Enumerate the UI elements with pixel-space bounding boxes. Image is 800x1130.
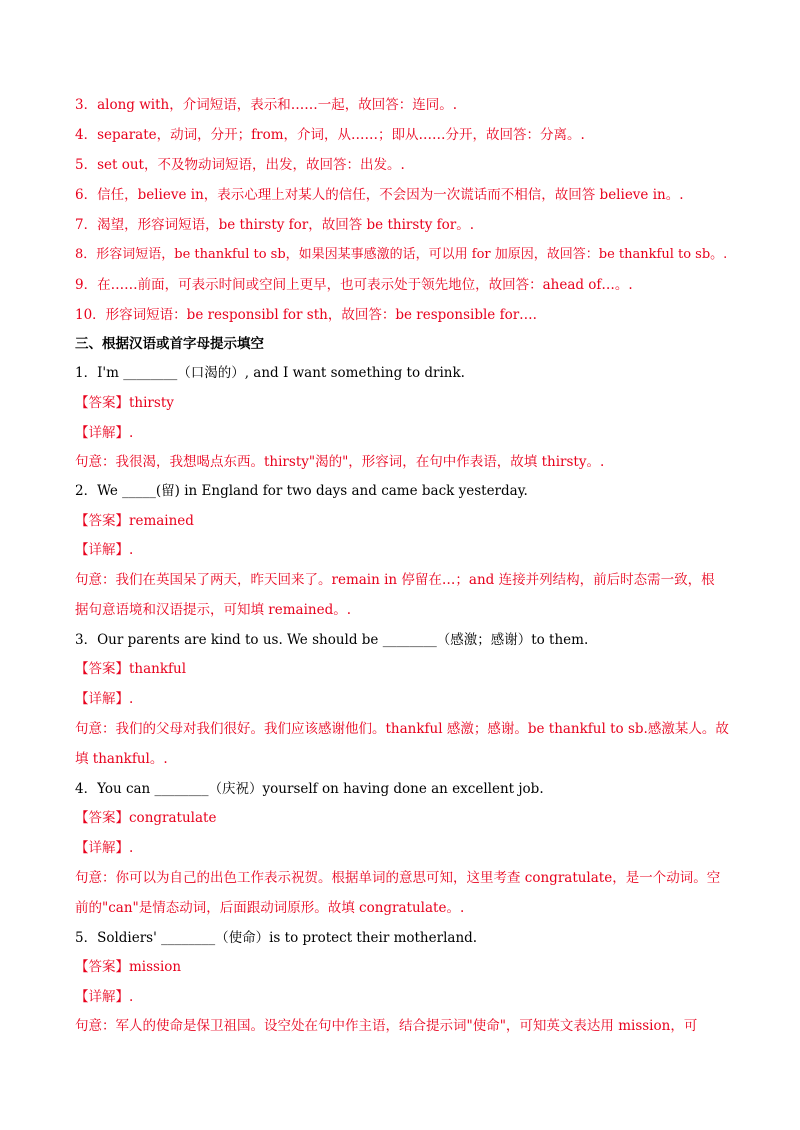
answer-2: 【答案】remained bbox=[75, 513, 194, 529]
answer-line-5: 5．set out，不及物动词短语，出发，故回答：出发。. bbox=[75, 157, 405, 173]
answer-1: 【答案】thirsty bbox=[75, 395, 174, 411]
answer-line-7: 7．渴望，形容词短语，be thirsty for，故回答 be thirsty for。. bbox=[75, 217, 474, 233]
question-2: 2．We _____(留) in England for two days and came back yesterday. bbox=[75, 483, 528, 499]
question-1: 1．I'm ________（口渴的）, and I want something to drink. bbox=[75, 365, 465, 381]
answer-4: 【答案】congratulate bbox=[75, 810, 217, 826]
answer-line-4: 4．separate，动词，分开；from，介词，从……；即从……分开，故回答：分离。. bbox=[75, 127, 585, 143]
answer-5: 【答案】mission bbox=[75, 959, 182, 975]
detail-label-2: 【详解】. bbox=[75, 542, 134, 558]
answer-line-9: 9．在……前面，可表示时间或空间上更早，也可表示处于领先地位，故回答：ahead of…。. bbox=[75, 277, 633, 293]
answer-line-3: 3．along with，介词短语，表示和……一起，故回答：连同。. bbox=[75, 97, 457, 113]
detail-label-3: 【详解】. bbox=[75, 691, 134, 707]
question-5: 5．Soldiers' ________（使命）is to protect their motherland. bbox=[75, 930, 478, 946]
answer-line-8: 8．形容词短语，be thankful to sb，如果因某事感激的话，可以用 for 加原因，故回答：be thankful to sb。. bbox=[75, 247, 728, 262]
question-3: 3．Our parents are kind to us. We should be ________（感激；感谢）to them. bbox=[75, 632, 589, 648]
answer-line-10: 10．形容词短语：be responsibl for sth，故回答：be responsible for…. bbox=[75, 307, 537, 323]
explanation-4-line-1: 句意：你可以为自己的出色工作表示祝贺。根据单词的意思可知，这里考查 congratulate，是一个动词。空 bbox=[75, 870, 721, 886]
explanation-3-line-2: 填 thankful。. bbox=[75, 751, 168, 767]
detail-label-1: 【详解】. bbox=[75, 425, 134, 441]
section-heading: 三、根据汉语或首字母提示填空 bbox=[75, 336, 264, 352]
explanation-2-line-1: 句意：我们在英国呆了两天，昨天回来了。remain in 停留在…；and 连接并列结构，前后时态需一致，根 bbox=[75, 572, 715, 588]
detail-label-5: 【详解】. bbox=[75, 989, 134, 1005]
explanation-1-line-1: 句意：我很渴，我想喝点东西。thirsty"渴的"，形容词，在句中作表语，故填 thirsty。. bbox=[75, 454, 605, 470]
answer-3: 【答案】thankful bbox=[75, 661, 187, 677]
explanation-5-line-1: 句意：军人的使命是保卫祖国。设空处在句中作主语，结合提示词"使命"，可知英文表达用 mission，可 bbox=[75, 1018, 698, 1034]
explanation-3-line-1: 句意：我们的父母对我们很好。我们应该感谢他们。thankful 感激；感谢。be thankful to sb.感激某人。故 bbox=[75, 721, 729, 737]
detail-label-4: 【详解】. bbox=[75, 840, 134, 856]
question-4: 4．You can ________（庆祝）yourself on having done an excellent job. bbox=[75, 781, 544, 797]
explanation-4-line-2: 前的"can"是情态动词，后面跟动词原形。故填 congratulate。. bbox=[75, 900, 465, 916]
explanation-2-line-2: 据句意语境和汉语提示，可知填 remained。. bbox=[75, 602, 352, 618]
answer-line-6: 6．信任，believe in，表示心理上对某人的信任，不会因为一次谎话而不相信，故回答 believe in。. bbox=[75, 187, 684, 203]
